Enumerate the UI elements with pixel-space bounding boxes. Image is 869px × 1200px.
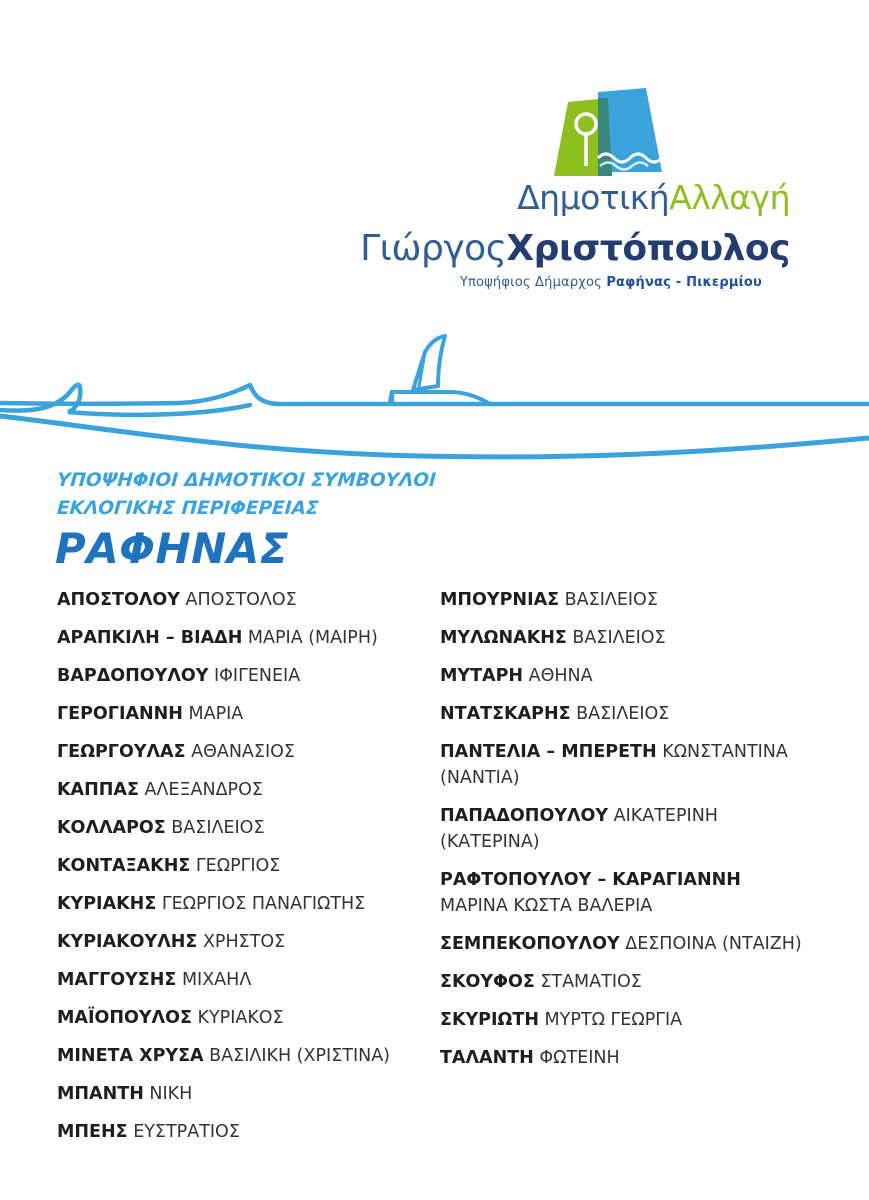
candidate-entry xyxy=(57,625,378,651)
candidate-entry xyxy=(57,1119,240,1145)
candidate-given-name: ΔΕΣΠΟΙΝΑ (ΝΤΑΙΖΗ) xyxy=(619,934,802,954)
candidate-surname: ΓΕΩΡΓΟΥΛΑΣ xyxy=(57,742,186,762)
candidate-entry xyxy=(440,701,669,727)
candidate-surname: ΣΕΜΠΕΚΟΠΟΥΛΟΥ xyxy=(440,934,620,954)
candidate-surname: ΜΑΓΓΟΥΣΗΣ xyxy=(57,970,177,990)
candidate-given-name: ΦΩΤΕΙΝΗ xyxy=(533,1048,620,1068)
candidate-surname: ΒΑΡΔΟΠΟΥΛΟΥ xyxy=(57,666,209,686)
candidate-given-name: ΑΛΕΞΑΝΔΡΟΣ xyxy=(138,780,263,800)
candidate-surname: ΠΑΝΤΕΛΙΑ – ΜΠΕΡΕΤΗ xyxy=(440,742,657,762)
candidate-given-name: ΓΕΩΡΓΙΟΣ ΠΑΝΑΓΙΩΤΗΣ xyxy=(156,894,366,914)
candidate-surname: ΤΑΛΑΝΤΗ xyxy=(440,1048,534,1068)
candidate-given-name: ΑΘΑΝΑΣΙΟΣ xyxy=(185,742,295,762)
candidate-given-name: ΑΠΟΣΤΟΛΟΣ xyxy=(179,590,297,610)
candidate-entry xyxy=(57,777,263,803)
party-logo-icon xyxy=(550,86,670,182)
mayor-subtitle xyxy=(0,275,762,290)
mayor-municipality: Ραφήνας - Πικερμίου xyxy=(606,275,762,290)
candidate-surname: ΣΚΥΡΙΩΤΗ xyxy=(440,1010,539,1030)
candidate-entry xyxy=(57,663,300,689)
candidate-given-name: ΕΥΣΤΡΑΤΙΟΣ xyxy=(127,1122,240,1142)
candidate-given-name: ΑΙΚΑΤΕΡΙΝΗ xyxy=(608,806,718,826)
candidate-given-name: ΜΑΡΙΑ xyxy=(182,704,244,724)
candidate-given-name: (ΚΑΤΕΡΙΝΑ) xyxy=(440,832,540,852)
candidate-entry xyxy=(440,1007,682,1033)
candidate-entry xyxy=(440,867,741,893)
candidate-surname: ΜΙΝΕΤΑ ΧΡΥΣΑ xyxy=(57,1046,204,1066)
candidate-given-name: ΒΑΣΙΛΕΙΟΣ xyxy=(165,818,265,838)
candidate-entry xyxy=(57,815,265,841)
candidate-entry xyxy=(440,1045,620,1071)
candidate-entry xyxy=(57,853,280,879)
candidate-surname: ΣΚΟΥΦΟΣ xyxy=(440,972,535,992)
candidate-given-name: ΒΑΣΙΛΕΙΟΣ xyxy=(559,590,658,610)
mayor-role: Υποψήφιος Δήμαρχος xyxy=(459,275,607,290)
candidate-surname: ΚΑΠΠΑΣ xyxy=(57,780,139,800)
candidate-given-name: ΚΥΡΙΑΚΟΣ xyxy=(191,1008,284,1028)
region-title: ΡΑΦΗΝΑΣ xyxy=(55,524,289,573)
section-heading-line-1: ΥΠΟΨΗΦΙΟΙ ΔΗΜΟΤΙΚΟΙ ΣΥΜΒΟΥΛΟΙ xyxy=(56,470,437,491)
candidate-surname: ΚΥΡΙΑΚΗΣ xyxy=(57,894,157,914)
candidate-entry xyxy=(57,1043,390,1069)
candidate-given-name: ΝΙΚΗ xyxy=(143,1084,193,1104)
candidate-entry-continued xyxy=(440,829,540,855)
mayor-last-name: Χριστόπουλος xyxy=(506,228,790,269)
candidate-given-name: ΓΕΩΡΓΙΟΣ xyxy=(190,856,281,876)
candidate-entry-continued xyxy=(440,765,520,791)
brand-title-part-1: Δημοτική xyxy=(517,178,670,217)
candidate-surname: ΜΠΑΝΤΗ xyxy=(57,1084,144,1104)
candidate-entry xyxy=(440,931,802,957)
candidate-entry xyxy=(57,929,285,955)
candidate-surname: ΝΤΑΤΣΚΑΡΗΣ xyxy=(440,704,571,724)
brand-title xyxy=(0,178,790,217)
candidate-surname: ΚΟΛΛΑΡΟΣ xyxy=(57,818,166,838)
candidate-entry xyxy=(57,701,243,727)
candidate-entry xyxy=(57,739,295,765)
candidate-entry xyxy=(440,739,788,765)
mayor-first-name: Γιώργος xyxy=(360,228,507,269)
candidate-entry-continued xyxy=(440,893,652,919)
candidate-surname: ΑΠΟΣΤΟΛΟΥ xyxy=(57,590,180,610)
candidate-entry xyxy=(57,1005,284,1031)
candidate-surname: ΚΥΡΙΑΚΟΥΛΗΣ xyxy=(57,932,198,952)
candidate-surname: ΜΠΟΥΡΝΙΑΣ xyxy=(440,590,560,610)
candidate-entry xyxy=(57,1081,192,1107)
candidate-surname: ΠΑΠΑΔΟΠΟΥΛΟΥ xyxy=(440,806,609,826)
candidate-given-name: (ΝΑΝΤΙΑ) xyxy=(440,768,520,788)
candidate-entry xyxy=(440,625,666,651)
candidate-given-name: ΜΙΧΑΗΛ xyxy=(176,970,252,990)
candidate-entry xyxy=(440,587,658,613)
candidate-surname: ΚΟΝΤΑΞΑΚΗΣ xyxy=(57,856,191,876)
candidate-given-name: ΑΘΗΝΑ xyxy=(523,666,593,686)
candidate-entry xyxy=(57,967,251,993)
sea-waves-illustration xyxy=(0,330,869,470)
candidate-surname: ΜΑΪΟΠΟΥΛΟΣ xyxy=(57,1008,192,1028)
candidate-surname: ΑΡΑΠΚΙΛΗ – ΒΙΑΔΗ xyxy=(57,628,243,648)
candidate-mayor-name xyxy=(0,228,790,269)
candidate-entry xyxy=(440,663,593,689)
candidate-entry xyxy=(440,969,642,995)
brand-title-part-2: Αλλαγή xyxy=(669,178,790,217)
candidate-given-name: ΜΥΡΤΩ ΓΕΩΡΓΙΑ xyxy=(538,1010,683,1030)
candidate-surname: ΜΥΤΑΡΗ xyxy=(440,666,524,686)
candidate-given-name: ΒΑΣΙΛΕΙΟΣ xyxy=(570,704,670,724)
candidate-given-name: ΒΑΣΙΛΕΙΟΣ xyxy=(566,628,666,648)
section-heading-line-2: ΕΚΛΟΓΙΚΗΣ ΠΕΡΙΦΕΡΕΙΑΣ xyxy=(56,498,320,519)
candidate-given-name: ΜΑΡΙΑ (ΜΑΙΡΗ) xyxy=(242,628,378,648)
candidate-surname: ΓΕΡΟΓΙΑΝΝΗ xyxy=(57,704,183,724)
candidate-given-name: ΧΡΗΣΤΟΣ xyxy=(197,932,286,952)
candidate-entry xyxy=(57,587,297,613)
candidate-entry xyxy=(440,803,718,829)
candidate-surname: ΜΥΛΩΝΑΚΗΣ xyxy=(440,628,567,648)
candidate-surname: ΡΑΦΤΟΠΟΥΛΟΥ – ΚΑΡΑΓΙΑΝΝΗ xyxy=(440,870,741,890)
candidate-given-name: ΣΤΑΜΑΤΙΟΣ xyxy=(534,972,642,992)
candidate-given-name: ΒΑΣΙΛΙΚΗ (ΧΡΙΣΤΙΝΑ) xyxy=(203,1046,391,1066)
candidate-entry xyxy=(57,891,365,917)
candidate-given-name: ΜΑΡΙΝΑ ΚΩΣΤΑ ΒΑΛΕΡΙΑ xyxy=(440,896,653,916)
candidate-given-name: ΙΦΙΓΕΝΕΙΑ xyxy=(208,666,301,686)
candidate-surname: ΜΠΕΗΣ xyxy=(57,1122,128,1142)
candidate-given-name: ΚΩΝΣΤΑΝΤΙΝΑ xyxy=(656,742,788,762)
